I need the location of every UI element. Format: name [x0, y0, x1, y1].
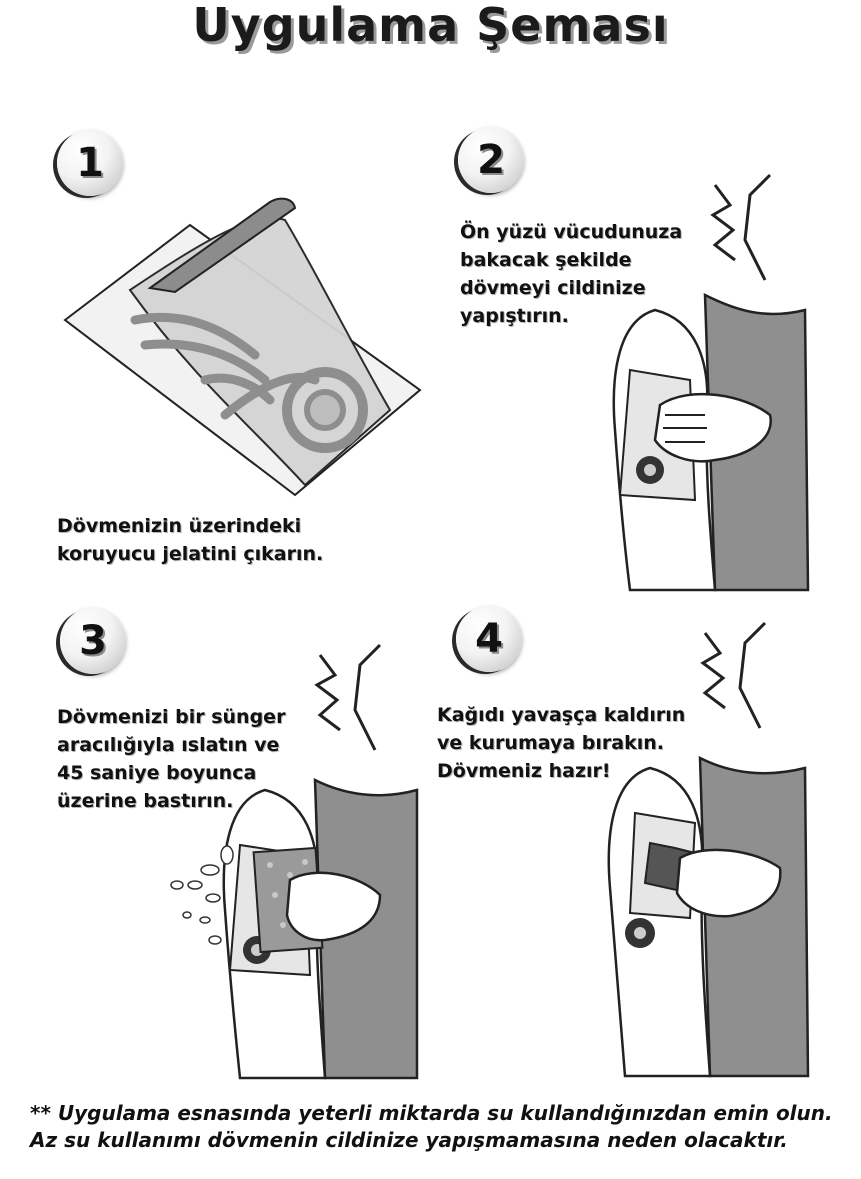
step-4-number-badge [456, 606, 522, 672]
step-3-instruction: Dövmenizi bir sünger aracılığıyla ıslatın ve 45 saniye boyunca üzerine bastırın. [57, 706, 286, 812]
step-3-number-badge [60, 608, 126, 674]
step-2-number: 2 [477, 137, 505, 183]
step-4-instruction: Kağıdı yavaşça kaldırın ve kurumaya bırakın. Dövmeniz hazır! [437, 704, 686, 782]
page-title: Uygulama Şeması [192, 0, 669, 52]
step-2-number-badge [458, 127, 524, 193]
tattoo-sheet-peel-illustration [55, 180, 435, 510]
remove-paper-arm-illustration [595, 618, 810, 1078]
step-1-instruction: Dövmenizin üzerindeki koruyucu jelatini çıkarın. [57, 515, 324, 565]
step-1-number: 1 [76, 140, 104, 186]
footnote-warning: ** Uygulama esnasında yeterli miktarda su kullandığınızdan emin olun. Az su kullanımı dövmenin cildinize yapışmamasına neden olacaktır. [30, 1101, 833, 1152]
wet-sponge-arm-illustration [165, 640, 420, 1080]
step-4-number: 4 [475, 616, 503, 662]
step-2-instruction: Ön yüzü vücudunuza bakacak şekilde dövmeyi cildinize yapıştırın. [460, 221, 683, 327]
apply-tattoo-arm-illustration [595, 170, 810, 595]
step-3-number: 3 [79, 618, 107, 664]
